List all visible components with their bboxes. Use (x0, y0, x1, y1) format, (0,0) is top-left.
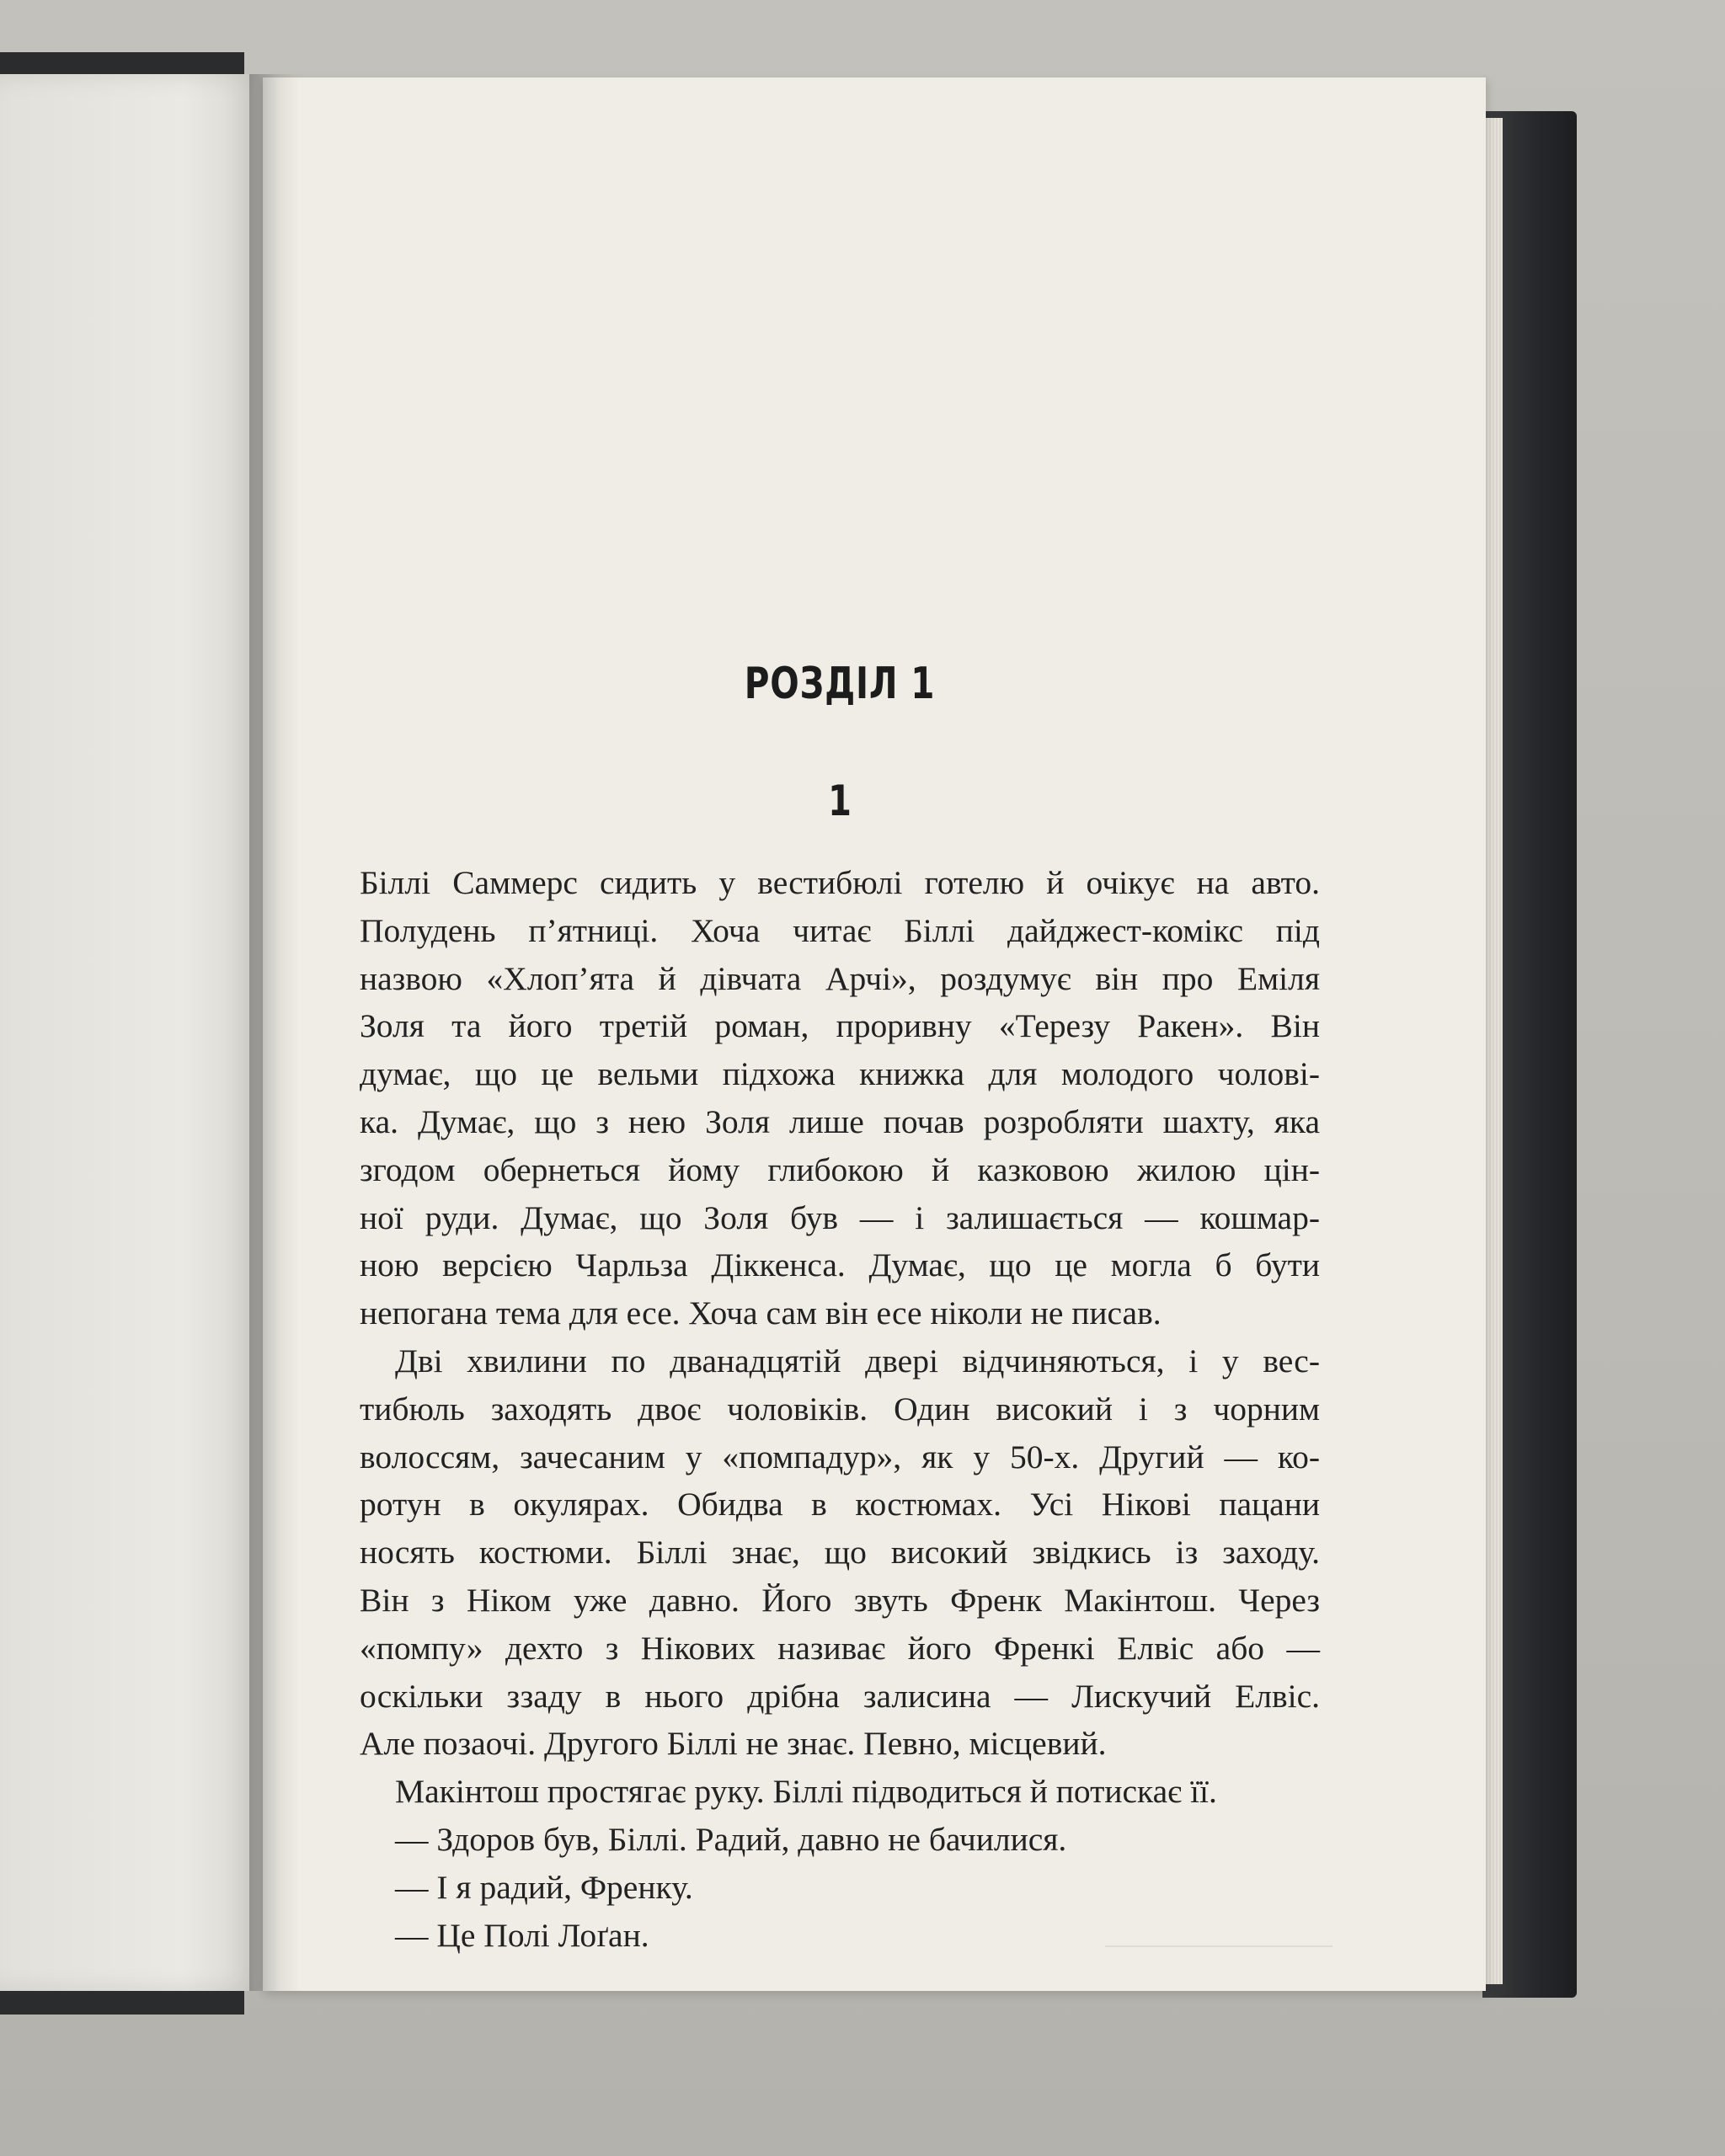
text-line: Золя та його третій роман, проривну «Терезу Ракен». Він (360, 1007, 1320, 1045)
body-text (360, 859, 1320, 1959)
text-line: Але позаочі. Другого Біллі не знає. Певно, місцевий. (360, 1725, 1107, 1763)
text-line: Біллі Саммерс сидить у вестибюлі готелю й очікує на авто. (360, 864, 1320, 901)
text-line: згодом обернеться йому глибокою й казковою жилою цін- (360, 1150, 1320, 1188)
text-line: Макінтош простягає руку. Біллі підводиться й потискає її. (395, 1773, 1217, 1811)
text-line: волоссям, зачесаним у «помпадур», як у 50-х. Другий — ко- (360, 1438, 1320, 1476)
text-line: ротун в окулярах. Обидва в костюмах. Усі Нікові пацани (360, 1486, 1320, 1524)
text-line: назвою «Хлоп’ята й дівчата Арчі», роздумує він про Еміля (360, 959, 1320, 997)
text-line: — І я радий, Френку. (395, 1868, 693, 1906)
text-line: Дві хвилини по дванадцятій двері відчиняються, і у вес- (395, 1342, 1320, 1380)
text-line: — Це Полі Лоґан. (395, 1916, 649, 1954)
text-line: оскільки ззаду в нього дрібна залисина — Лискучий Елвіс. (360, 1677, 1320, 1715)
text-line: — Здоров був, Біллі. Радий, давно не бачилися. (395, 1820, 1067, 1858)
page-stack-edge (1484, 118, 1503, 1984)
text-line: думає, що це вельми підхожа книжка для молодого чолові- (360, 1055, 1320, 1093)
right-page (263, 77, 1486, 1991)
text-line: непогана тема для есе. Хоча сам він есе ніколи не писав. (360, 1294, 1162, 1332)
left-page (0, 74, 263, 1991)
text-line: ної руди. Думає, що Золя був — і залишається — кошмар- (360, 1198, 1320, 1236)
text-line: ною версією Чарльза Діккенса. Думає, що це могла б бути (360, 1246, 1320, 1284)
text-line: ка. Думає, що з нею Золя лише почав розробляти шахту, яка (360, 1102, 1320, 1140)
chapter-title: РОЗДІЛ 1 (744, 659, 936, 709)
text-line: тибюль заходять двоє чоловіків. Один високий і з чорним (360, 1390, 1320, 1428)
text-line: носять костюми. Біллі знає, що високий звідкись із заходу. (360, 1534, 1320, 1572)
section-number: 1 (828, 776, 852, 825)
text-line: «помпу» дехто з Нікових називає його Френкі Елвіс або — (360, 1629, 1320, 1667)
text-line: Він з Ніком уже давно. Його звуть Френк Макінтош. Через (360, 1581, 1320, 1619)
text-line: Полудень п’ятниці. Хоча читає Біллі дайджест-комікс під (360, 911, 1320, 949)
